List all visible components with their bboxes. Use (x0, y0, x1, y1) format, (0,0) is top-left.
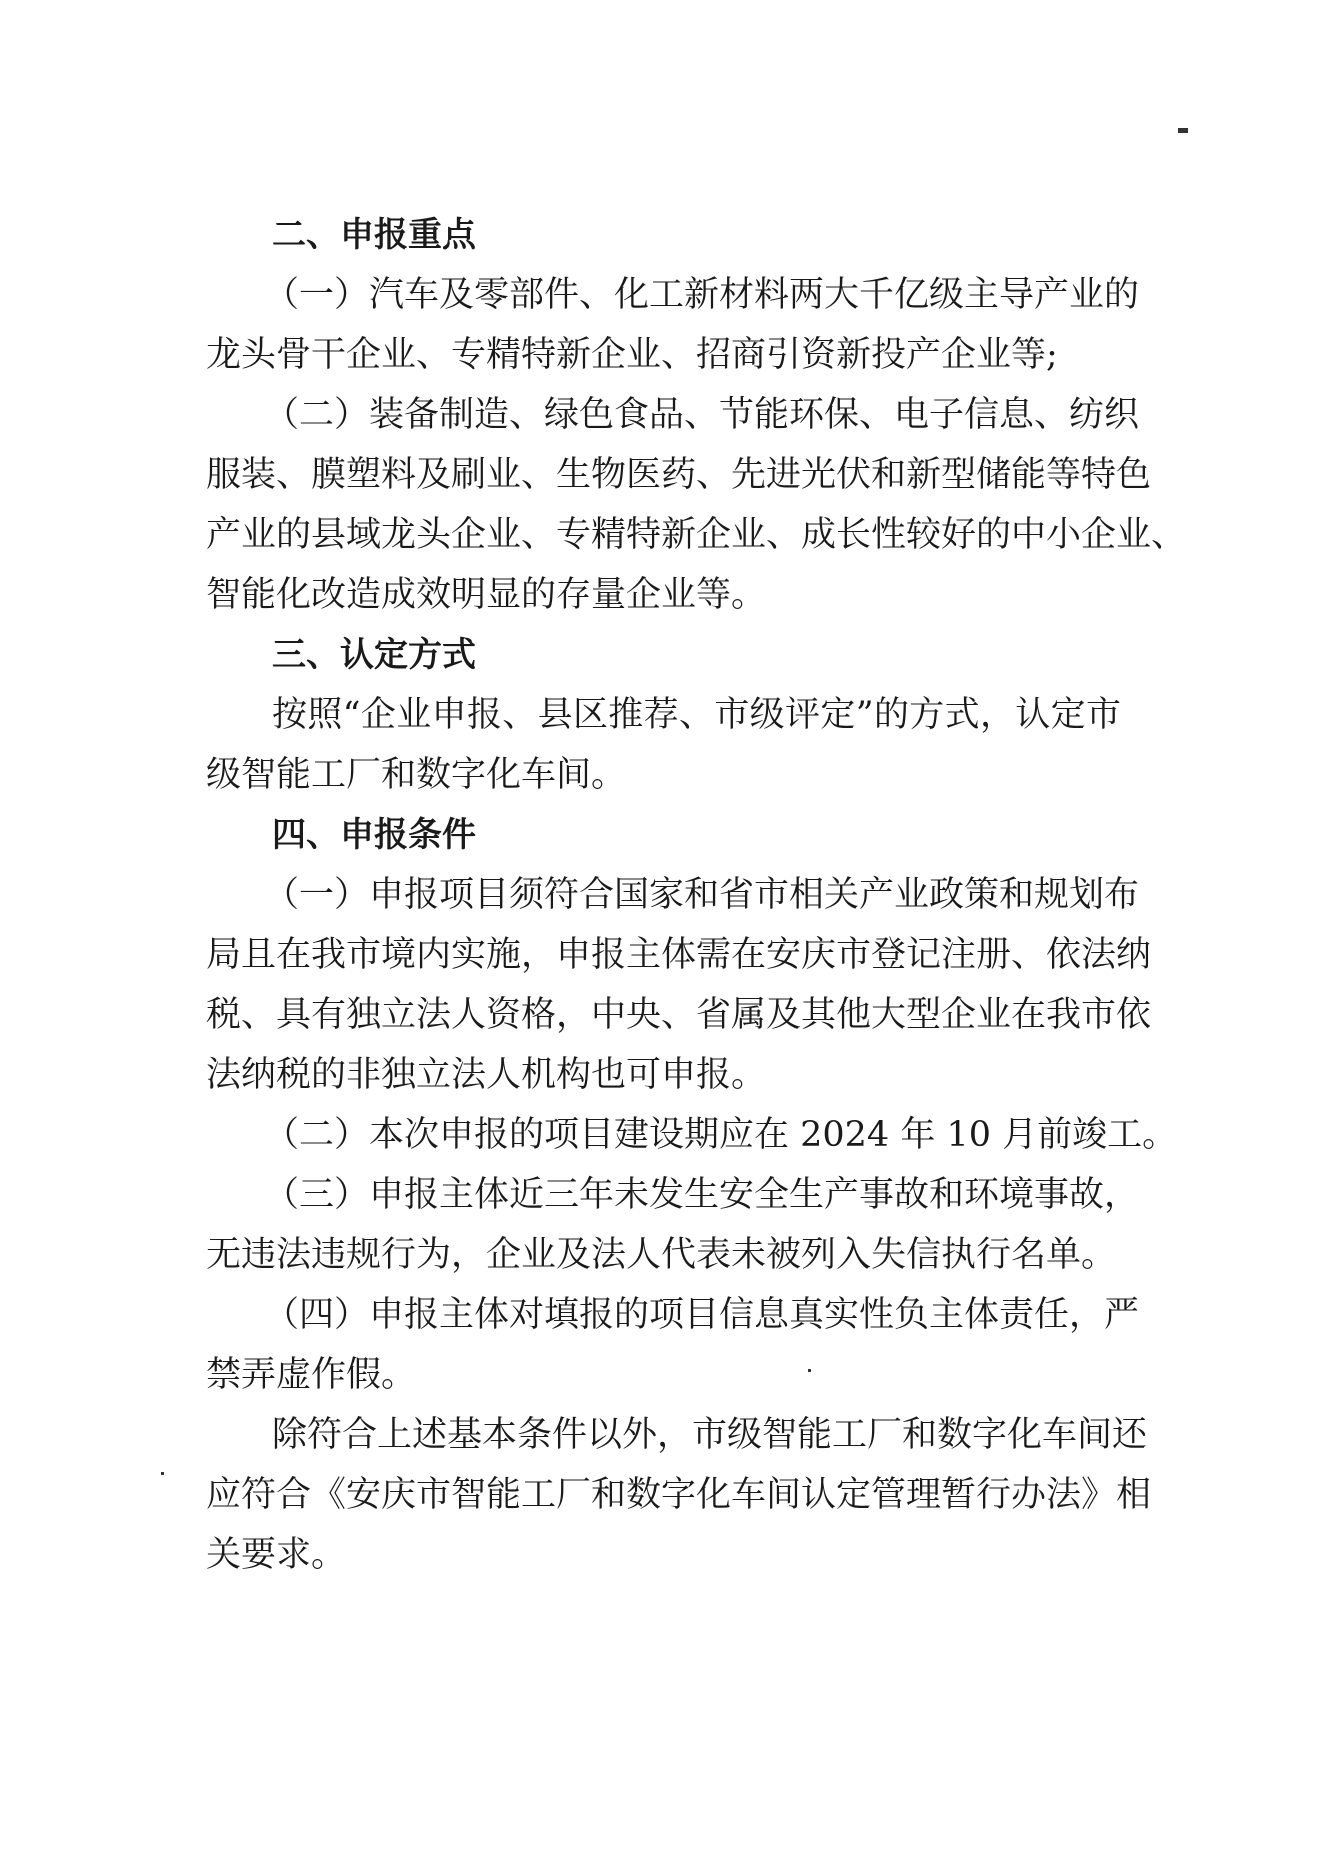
doc-line (206, 865, 1140, 925)
line-text: 级智能工厂和数字化车间。 (206, 755, 627, 795)
line-text: （一）申报项目须符合国家和省市相关产业政策和规划布 (264, 875, 1140, 915)
line-text: 除符合上述基本条件以外，市级智能工厂和数字化车间还 (272, 1415, 1148, 1455)
doc-line (206, 805, 1121, 865)
line-text: 法纳税的非独立法人机构也可申报。 (206, 1055, 767, 1095)
doc-line (206, 685, 1121, 745)
line-text: 服装、膜塑料及刷业、生物医药、先进光伏和新型储能等特色 (206, 455, 1152, 495)
line-text: 无违法违规行为，企业及法人代表未被列入失信执行名单。 (206, 1235, 1117, 1275)
doc-line (206, 385, 1140, 445)
doc-line (206, 1165, 1140, 1225)
doc-line (206, 265, 1140, 325)
line-text: 关要求。 (206, 1535, 347, 1575)
line-text: （一）汽车及零部件、化工新材料两大千亿级主导产业的 (264, 275, 1140, 315)
line-text: 二、申报重点 (272, 215, 476, 255)
line-text: 产业的县域龙头企业、专精特新企业、成长性较好的中小企业、 (206, 515, 1187, 555)
doc-line (206, 205, 1121, 265)
doc-line (206, 1345, 1121, 1405)
doc-line (206, 1525, 1121, 1585)
line-text: 应符合《安庆市智能工厂和数字化车间认定管理暂行办法》相 (206, 1475, 1152, 1515)
line-text: （四）申报主体对填报的项目信息真实性负主体责任，严 (264, 1295, 1140, 1335)
doc-line (206, 1285, 1140, 1345)
line-text: 按照“企业申报、县区推荐、市级评定”的方式，认定市 (272, 695, 1121, 735)
line-text: 局且在我市境内实施，申报主体需在安庆市登记注册、依法纳 (206, 935, 1152, 975)
doc-line (206, 325, 1121, 385)
doc-line (206, 1225, 1121, 1285)
doc-line (206, 1465, 1152, 1525)
doc-line (206, 505, 1187, 565)
line-text: 禁弄虚作假。 (206, 1355, 417, 1395)
line-text: （三）申报主体近三年未发生安全生产事故和环境事故， (264, 1175, 1140, 1215)
doc-line (206, 1405, 1148, 1465)
doc-line (206, 745, 1121, 805)
doc-line (206, 445, 1152, 505)
line-text: （二）装备制造、绿色食品、节能环保、电子信息、纺织 (264, 395, 1140, 435)
document-body (206, 205, 1187, 1585)
doc-line (206, 565, 1121, 625)
doc-line (206, 985, 1152, 1045)
scan-dot (161, 1472, 164, 1475)
line-text: 三、认定方式 (272, 635, 476, 675)
doc-line (206, 1045, 1121, 1105)
line-text: 智能化改造成效明显的存量企业等。 (206, 575, 767, 615)
doc-line (206, 925, 1152, 985)
line-text: （二）本次申报的项目建设期应在 2024 年 10 月前竣工。 (264, 1115, 1178, 1155)
line-text: 四、申报条件 (272, 815, 476, 855)
scan-mark (1178, 128, 1188, 133)
line-text: 税、具有独立法人资格，中央、省属及其他大型企业在我市依 (206, 995, 1152, 1035)
doc-line (206, 1105, 1178, 1165)
line-text: 龙头骨干企业、专精特新企业、招商引资新投产企业等; (206, 335, 1058, 375)
doc-line (206, 625, 1121, 685)
